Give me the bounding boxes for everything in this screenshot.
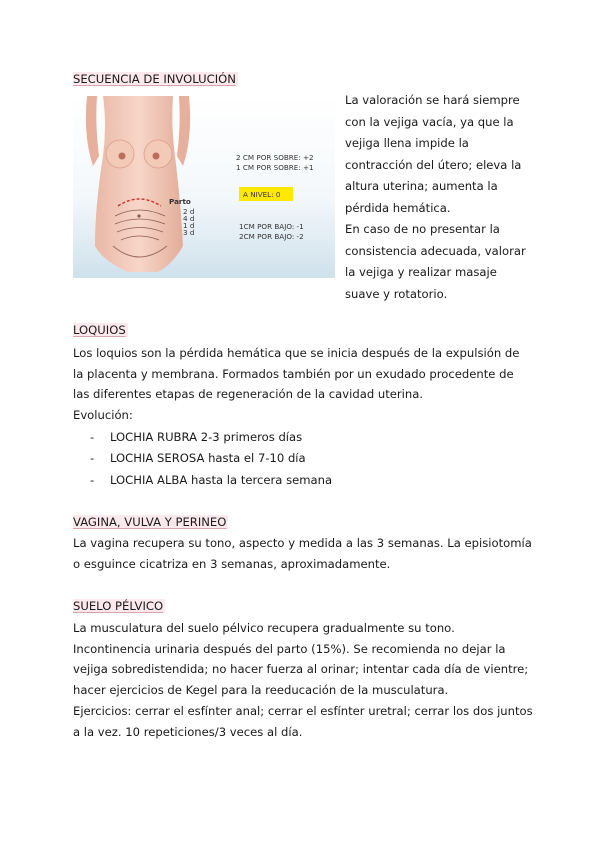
side-paragraph-1: La valoración se hará siempre con la vejiga vacía, ya que la vejiga llena impide la contracción del útero; eleva la altura uterina; aumenta la pérdida hemática. xyxy=(345,93,522,215)
heading-vagina: VAGINA, VULVA Y PERINEO xyxy=(73,515,227,529)
torso-shape xyxy=(95,96,183,272)
heading-secuencia: SECUENCIA DE INVOLUCIÓN xyxy=(73,72,236,86)
fig-label-2cm-sobre: 2 CM POR SOBRE: +2 xyxy=(236,153,314,162)
involution-diagram xyxy=(73,96,335,278)
suelo-paragraph xyxy=(73,618,533,742)
heading-loquios: LOQUIOS xyxy=(73,323,126,337)
suelo-ejercicios: Ejercicios: cerrar el esfínter anal; cerrar el esfínter uretral; cerrar los dos juntos a la vez. 10 repeticiones/3 veces al día. xyxy=(73,703,533,739)
fig-label-2cm-bajo: 2CM POR BAJO: -2 xyxy=(239,232,304,241)
loquios-body: Los loquios son la pérdida hemática que se inicia después de la expulsión de la placenta y membrana. Formados también por un exudado procedente de las diferentes etapas de regeneración de la cavidad uterina. xyxy=(73,346,520,402)
fig-label-1cm-sobre: 1 CM POR SOBRE: +1 xyxy=(236,163,314,172)
fig-label-ombligo: A NIVEL: 0 xyxy=(243,190,281,199)
side-paragraph xyxy=(345,90,535,305)
fig-label-day4: 4 d xyxy=(183,214,195,223)
fig-label-1cm-bajo: 1CM POR BAJO: -1 xyxy=(239,222,304,231)
fig-label-parto: Parto xyxy=(169,197,191,206)
list-item: - LOCHIA SEROSA hasta el 7-10 día xyxy=(90,448,332,469)
fig-label-day1: 1 d xyxy=(183,221,195,230)
heading-suelo-pelvico: SUELO PÉLVICO xyxy=(73,599,164,613)
loquios-paragraph xyxy=(73,343,533,426)
suelo-body: La musculatura del suelo pélvico recupera gradualmente su tono. Incontinencia urinaria después del parto (15%). Se recomienda no dejar la vejiga sobredistendida; no hacer fuerza al orinar; intentar cada día de vientre; hacer ejercicios de Kegel para la reeducación de la musculatura. xyxy=(73,621,529,698)
loquios-evolucion-label: Evolución: xyxy=(73,408,133,423)
list-item: - LOCHIA RUBRA 2-3 primeros días xyxy=(90,427,332,448)
vagina-paragraph: La vagina recupera su tono, aspecto y medida a las 3 semanas. La episiotomía o esguince cicatriza en 3 semanas, aproximadamente. xyxy=(73,536,532,571)
fig-label-day2: 2 d xyxy=(183,207,195,216)
list-item: - LOCHIA ALBA hasta la tercera semana xyxy=(90,470,332,491)
fig-label-day3: 3 d xyxy=(183,228,195,237)
involution-illustration xyxy=(73,96,335,278)
loquios-list xyxy=(90,427,332,491)
side-paragraph-2: En caso de no presentar la consistencia adecuada, valorar la vejiga y realizar masaje suave y rotatorio. xyxy=(345,222,526,301)
